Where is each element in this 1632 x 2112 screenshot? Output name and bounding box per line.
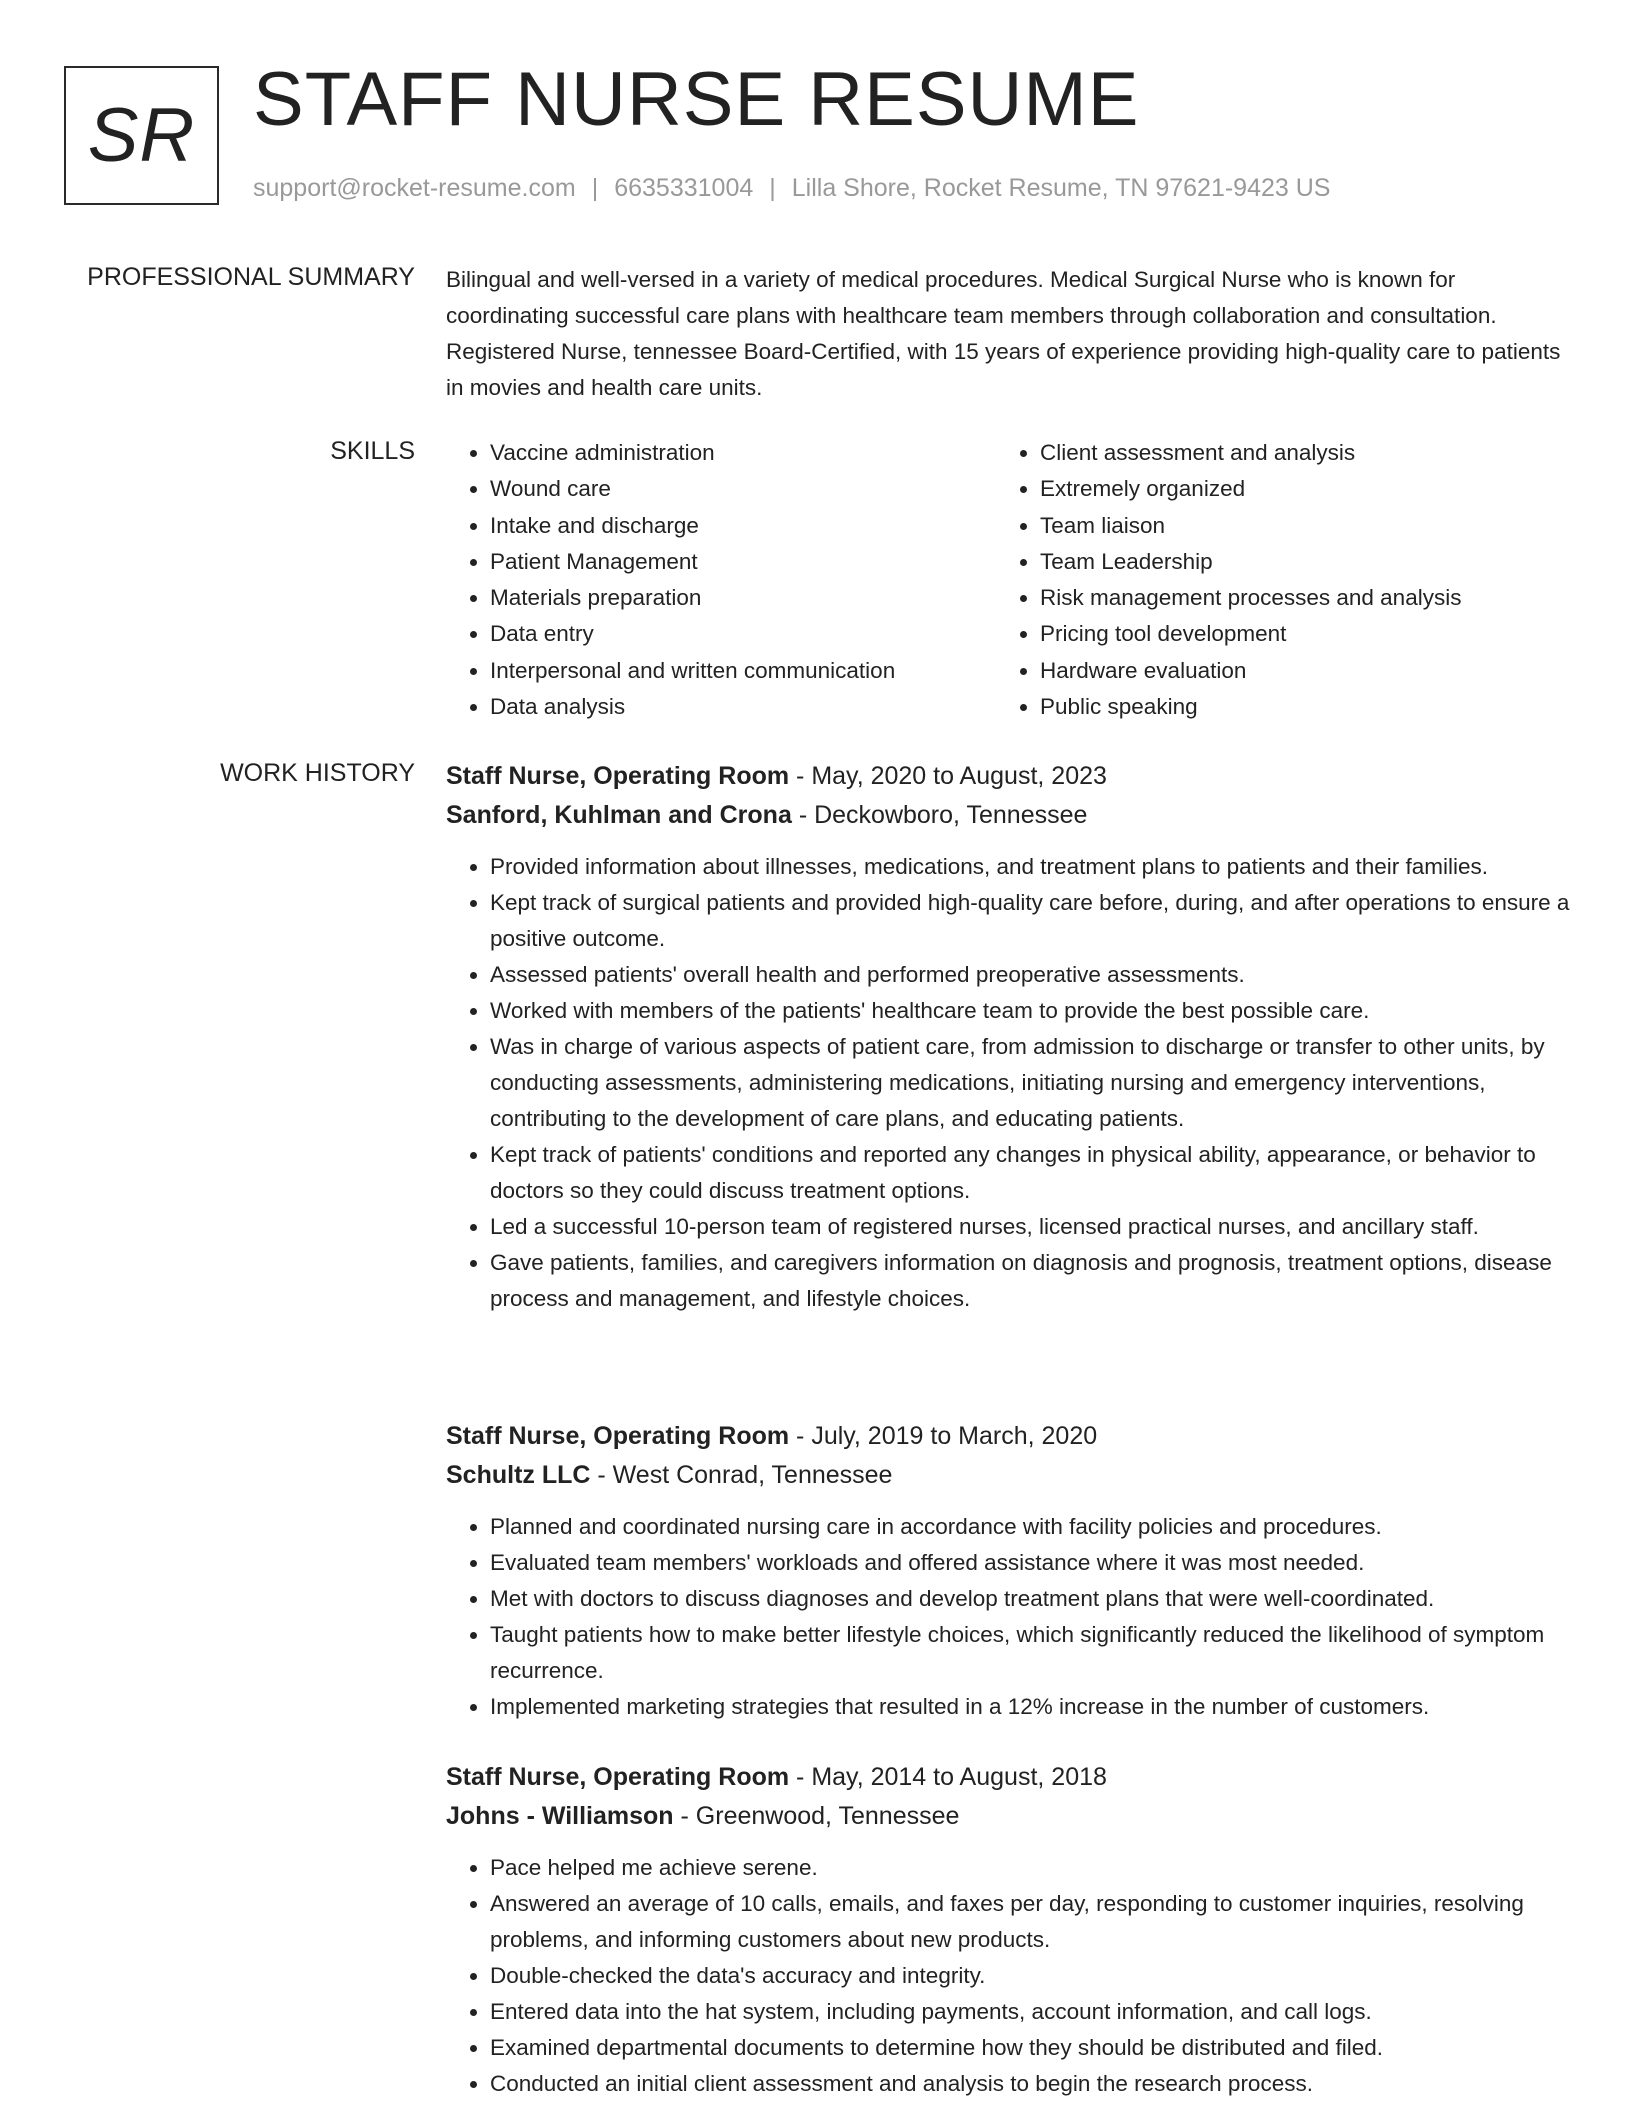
job-dates: - May, 2014 to August, 2018 bbox=[796, 1763, 1107, 1791]
job-bullet: • Evaluated team members' workloads and offered assistance where it was most needed. bbox=[490, 1545, 1576, 1581]
skills-list-left bbox=[446, 435, 996, 725]
job-location: - Deckowboro, Tennessee bbox=[798, 801, 1088, 829]
skill-item: • Client assessment and analysis bbox=[1040, 435, 1461, 471]
job-location: - Greenwood, Tennessee bbox=[680, 1802, 960, 1830]
skill-item: • Interpersonal and written communication bbox=[490, 653, 996, 689]
contact-email: support@rocket-resume.com bbox=[253, 174, 576, 202]
job-company: Sanford, Kuhlman and Crona bbox=[446, 801, 792, 829]
job-bullet: • Conducted an initial client assessment and analysis to begin the research process. bbox=[490, 2066, 1576, 2102]
job-bullet: • Implemented marketing strategies that resulted in a 12% increase in the number of customers. bbox=[490, 1689, 1576, 1725]
job-bullet: • Was in charge of various aspects of patient care, from admission to discharge or transfer to other units, by conducting assessments, administering medications, initiating nursing and emergency interventions, contributing to the development of care plans, and educating patients. bbox=[490, 1029, 1576, 1137]
skill-item: • Materials preparation bbox=[490, 580, 996, 616]
skill-item: • Data entry bbox=[490, 616, 996, 652]
contact-address: Lilla Shore, Rocket Resume, TN 97621-9423 US bbox=[791, 174, 1331, 202]
job-title-line bbox=[446, 1417, 1576, 1456]
skill-item: • Intake and discharge bbox=[490, 508, 996, 544]
skill-item: • Data analysis bbox=[490, 689, 996, 725]
job-dates: - May, 2020 to August, 2023 bbox=[796, 762, 1107, 790]
summary-text: Bilingual and well-versed in a variety of medical procedures. Medical Surgical Nurse who is known for coordinating successful care plans with healthcare team members through collaboration and consultation. Registered Nurse, tennessee Board-Certified, with 15 years of experience providing high-quality care to patients in movies and health care units. bbox=[446, 267, 1561, 400]
job-company-line bbox=[446, 796, 1576, 835]
resume-title: STAFF NURSE RESUME bbox=[253, 57, 1140, 142]
summary-body bbox=[446, 262, 1576, 406]
job-bullet: • Kept track of patients' conditions and reported any changes in physical ability, appearance, or behavior to doctors so they could discuss treatment options. bbox=[490, 1137, 1576, 1209]
skills-columns bbox=[446, 435, 1576, 725]
job-dates: - July, 2019 to March, 2020 bbox=[796, 1422, 1098, 1450]
job-title: Staff Nurse, Operating Room bbox=[446, 1422, 790, 1450]
job-bullet: • Met with doctors to discuss diagnoses and develop treatment plans that were well-coordinated. bbox=[490, 1581, 1576, 1617]
skill-item: • Wound care bbox=[490, 471, 996, 507]
job-title: Staff Nurse, Operating Room bbox=[446, 1763, 790, 1791]
job-company: Johns - Williamson bbox=[446, 1802, 674, 1830]
job-company-line bbox=[446, 1456, 1576, 1495]
job-entry bbox=[446, 1417, 1576, 1725]
job-bullet: • Led a successful 10-person team of registered nurses, licensed practical nurses, and ancillary staff. bbox=[490, 1209, 1576, 1245]
skill-item: • Team Leadership bbox=[1040, 544, 1461, 580]
job-bullet: • Double-checked the data's accuracy and integrity. bbox=[490, 1958, 1576, 1994]
job-bullets bbox=[446, 1850, 1576, 2102]
job-bullet: • Provided information about illnesses, medications, and treatment plans to patients and their families. bbox=[490, 849, 1576, 885]
job-title-line bbox=[446, 1758, 1576, 1797]
monogram-logo: SR bbox=[64, 66, 219, 205]
contact-line bbox=[253, 174, 1330, 203]
skills-list-right bbox=[996, 435, 1461, 725]
job-company-line bbox=[446, 1797, 1576, 1836]
skill-item: • Risk management processes and analysis bbox=[1040, 580, 1461, 616]
job-bullet: • Entered data into the hat system, including payments, account information, and call logs. bbox=[490, 1994, 1576, 2030]
skill-item: • Team liaison bbox=[1040, 508, 1461, 544]
job-bullets bbox=[446, 1509, 1576, 1725]
job-bullet: • Planned and coordinated nursing care in accordance with facility policies and procedures. bbox=[490, 1509, 1576, 1545]
skills-heading: SKILLS bbox=[330, 437, 415, 465]
skill-item: • Vaccine administration bbox=[490, 435, 996, 471]
work-history-heading: WORK HISTORY bbox=[220, 759, 415, 787]
job-title-line bbox=[446, 757, 1576, 796]
skill-item: • Pricing tool development bbox=[1040, 616, 1461, 652]
contact-separator: | bbox=[591, 174, 599, 202]
summary-heading: PROFESSIONAL SUMMARY bbox=[87, 263, 415, 291]
skill-item: • Patient Management bbox=[490, 544, 996, 580]
contact-separator: | bbox=[769, 174, 776, 202]
job-title: Staff Nurse, Operating Room bbox=[446, 762, 790, 790]
job-bullet: • Pace helped me achieve serene. bbox=[490, 1850, 1576, 1886]
job-bullets bbox=[446, 849, 1576, 1317]
skill-item: • Extremely organized bbox=[1040, 471, 1461, 507]
job-bullet: • Worked with members of the patients' healthcare team to provide the best possible care. bbox=[490, 993, 1576, 1029]
job-bullet: • Taught patients how to make better lifestyle choices, which significantly reduced the likelihood of symptom recurrence. bbox=[490, 1617, 1576, 1689]
job-location: - West Conrad, Tennessee bbox=[597, 1461, 893, 1489]
job-bullet: • Assessed patients' overall health and performed preoperative assessments. bbox=[490, 957, 1576, 993]
job-entry bbox=[446, 757, 1576, 1317]
skill-item: • Hardware evaluation bbox=[1040, 653, 1461, 689]
job-bullet: • Answered an average of 10 calls, emails, and faxes per day, responding to customer inquiries, resolving problems, and informing customers about new products. bbox=[490, 1886, 1576, 1958]
job-bullet: • Gave patients, families, and caregivers information on diagnosis and prognosis, treatment options, disease process and management, and lifestyle choices. bbox=[490, 1245, 1576, 1317]
skill-item: • Public speaking bbox=[1040, 689, 1461, 725]
job-company: Schultz LLC bbox=[446, 1461, 591, 1489]
job-entry bbox=[446, 1758, 1576, 2102]
contact-phone: 6635331004 bbox=[614, 174, 754, 202]
job-bullet: • Kept track of surgical patients and provided high-quality care before, during, and after operations to ensure a positive outcome. bbox=[490, 885, 1576, 957]
job-bullet: • Examined departmental documents to determine how they should be distributed and filed. bbox=[490, 2030, 1576, 2066]
